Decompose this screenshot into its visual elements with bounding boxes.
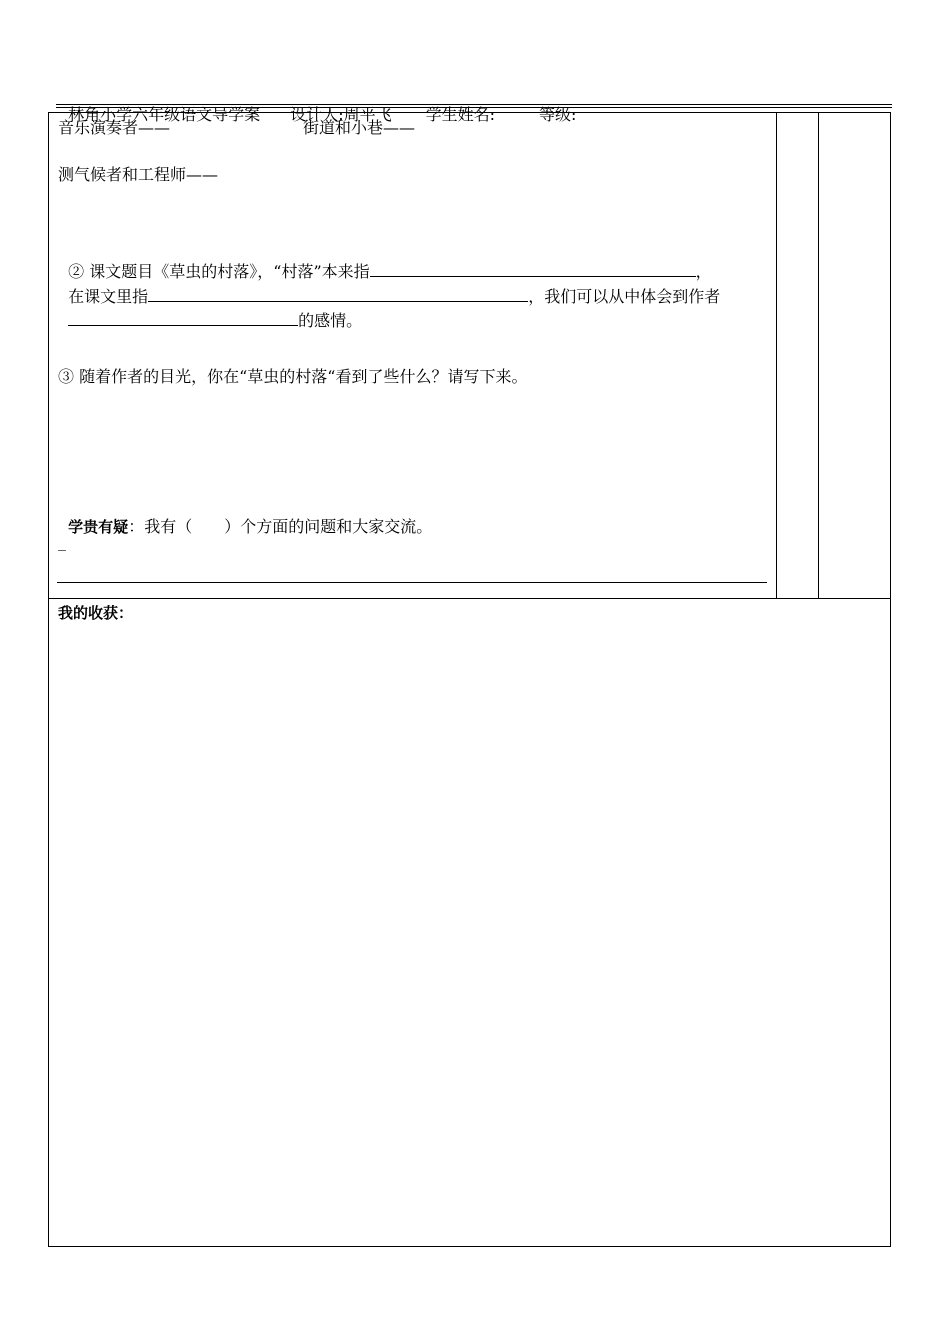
header-rule <box>56 104 892 105</box>
harvest-label: 我的收获： <box>58 604 134 622</box>
question-3: ③ 随着作者的目光，你在“草虫的村落“看到了些什么？请写下来。 <box>58 367 528 386</box>
header-rule-thin <box>56 107 892 108</box>
harvest-cell <box>48 598 891 1247</box>
student-name-label: 学生姓名: <box>425 105 495 124</box>
weather-item: 测气候者和工程师—— <box>58 165 219 184</box>
answer-line[interactable] <box>57 582 767 583</box>
designer-label: 设计人:周平飞 <box>290 105 392 124</box>
question-2-line-3: 的感情。 <box>58 291 362 331</box>
question-2-line-2: 在课文里指 ，我们可以从中体会到作者 <box>68 287 721 306</box>
street-item: 街道和小巷—— <box>303 118 416 137</box>
doubt-line <box>58 497 432 537</box>
question-2-line-1: ② 课文题目《草虫的村落》，“村落”本来指 ， <box>68 262 712 281</box>
musician-item: 音乐演奏者—— <box>58 118 171 137</box>
doubt-label: 学贵有疑 <box>68 518 129 536</box>
upper-column-3 <box>818 112 891 599</box>
doubt-text: ：我有（ ）个方面的问题和大家交流。 <box>128 517 433 536</box>
answer-blank-3[interactable] <box>68 311 298 326</box>
dash-mark: _ <box>58 532 66 551</box>
upper-column-2 <box>776 112 819 599</box>
school-title: 林角小学六年级语文导学案 <box>68 105 261 124</box>
grade-label: 等级: <box>539 105 577 124</box>
